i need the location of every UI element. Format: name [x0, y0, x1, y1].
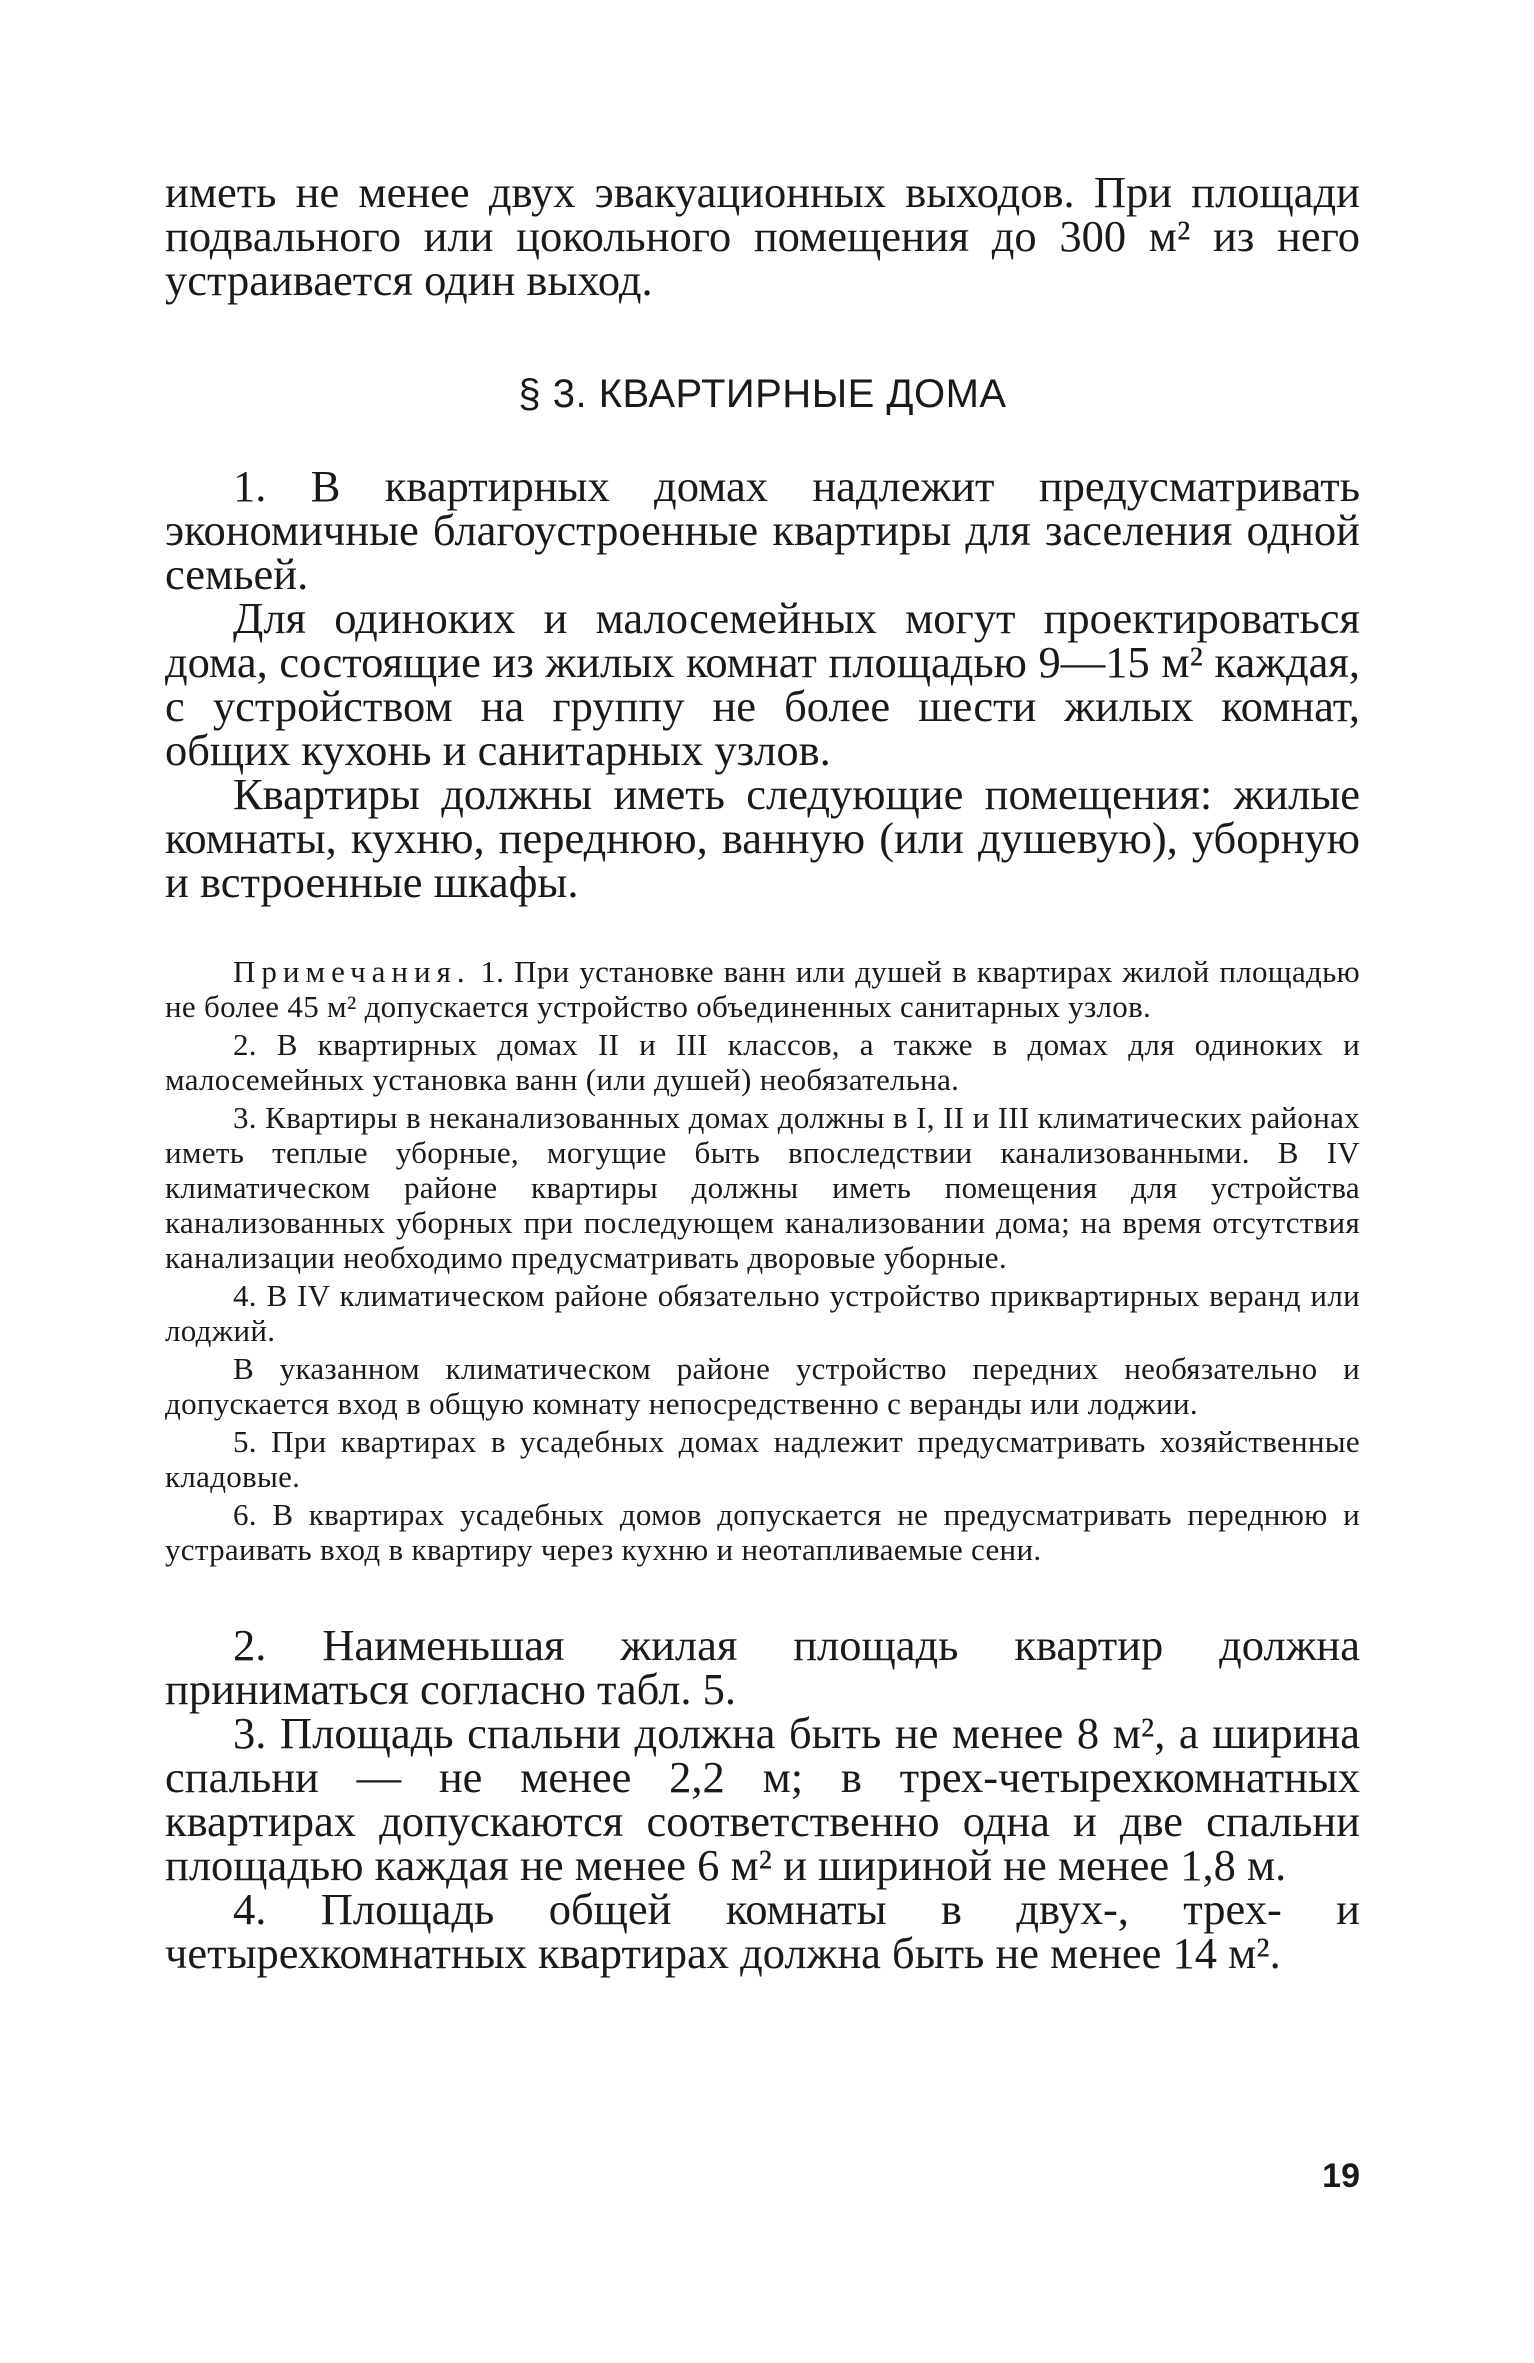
notes-block	[165, 954, 1360, 1567]
notes-label: Примечания.	[233, 954, 471, 989]
note-2: 2. В квартирных домах II и III классов, а также в домах для одиноких и малосемейных установка ванн (или душей) необязательна.	[165, 1027, 1360, 1097]
note-4-continued: В указанном климатическом районе устройство передних необязательно и допускается вход в общую комнату непосредственно с веранды или лоджии.	[165, 1351, 1360, 1421]
note-1	[165, 954, 1360, 1024]
paragraph-6: 4. Площадь общей комнаты в двух-, трех- и четырехкомнатных квартирах должна быть не менее 14 м².	[165, 1884, 1360, 1978]
section-heading: § 3. КВАРТИРНЫЕ ДОМА	[518, 372, 1007, 416]
note-6: 6. В квартирах усадебных домов допускается не предусматривать переднюю и устраивать вход в квартиру через кухню и неотапливаемые сени.	[165, 1497, 1360, 1567]
note-1-text: 1. При установке ванн или душей в квартирах жилой площадью не более 45 м² допускается устройство объединенных санитарных узлов.	[165, 954, 1360, 1024]
paragraph-1: 1. В квартирных домах надлежит предусматривать экономичные благоустроенные квартиры для заселения одной семьей.	[165, 461, 1360, 599]
paragraph-4: 2. Наименьшая жилая площадь квартир должна приниматься согласно табл. 5.	[165, 1620, 1360, 1714]
intro-paragraph: иметь не менее двух эвакуационных выходов. При площади подвального или цокольного помещения до 300 м² из него устраивается один выход.	[165, 167, 1360, 305]
note-5: 5. При квартирах в усадебных домах надлежит предусматривать хозяйственные кладовые.	[165, 1424, 1360, 1494]
page-content	[165, 167, 1360, 1978]
paragraph-5: 3. Площадь спальни должна быть не менее 8 м², а ширина спальни — не менее 2,2 м; в трех-четырехкомнатных квартирах допускаются соответственно одна и две спальни площадью каждая не менее 6 м² и шириной не менее 1,8 м.	[165, 1708, 1360, 1890]
note-3: 3. Квартиры в неканализованных домах должны в I, II и III климатических районах иметь теплые уборные, могущие быть впоследствии канализованными. В IV климатическом районе квартиры должны иметь помещения для устройства канализованных уборных при последующем канализовании дома; на время отсутствия канализации необходимо предусматривать дворовые уборные.	[165, 1100, 1360, 1275]
page-number: 19	[1322, 2157, 1360, 2195]
paragraph-3: Квартиры должны иметь следующие помещения: жилые комнаты, кухню, переднюю, ванную (или душевую), уборную и встроенные шкафы.	[165, 769, 1360, 907]
note-4: 4. В IV климатическом районе обязательно устройство приквартирных веранд или лоджий.	[165, 1278, 1360, 1348]
paragraph-2: Для одиноких и малосемейных могут проектироваться дома, состоящие из жилых комнат площадью 9—15 м² каждая, с устройством на группу не более шести жилых комнат, общих кухонь и санитарных узлов.	[165, 593, 1360, 775]
